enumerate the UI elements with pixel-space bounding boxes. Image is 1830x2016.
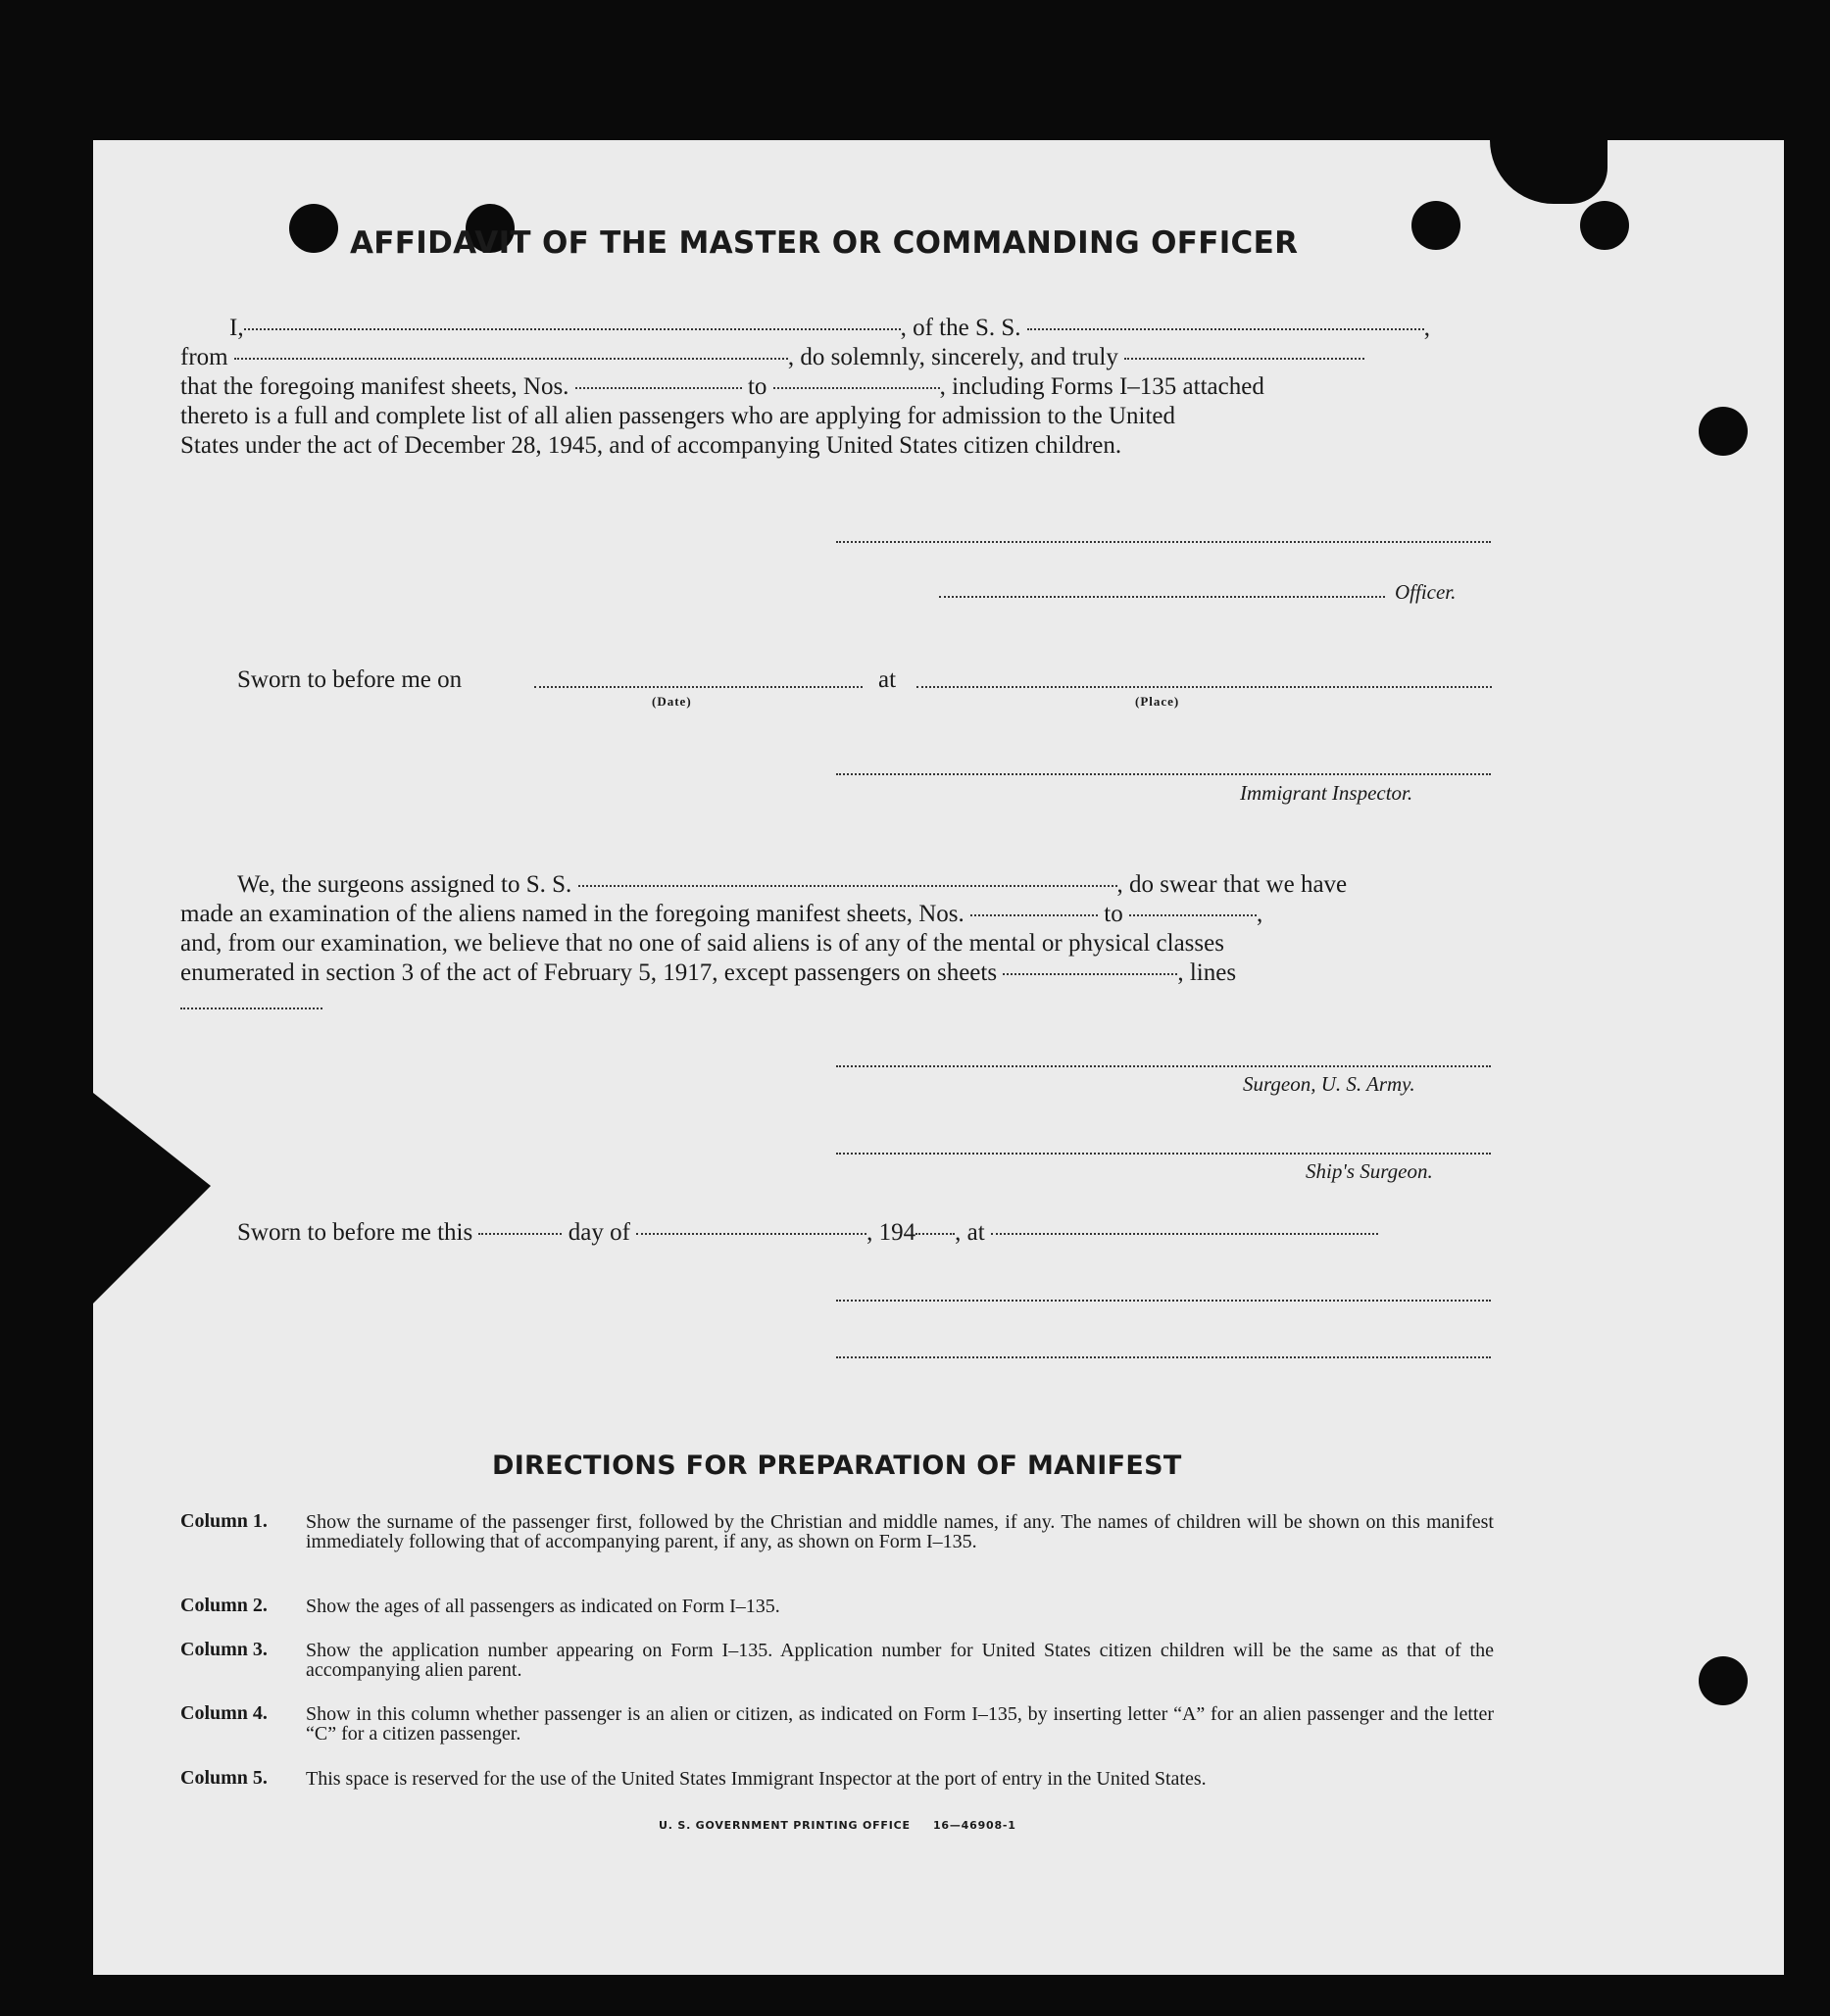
surgeons-line-1: We, the surgeons assigned to S. S. , do swear that we have: [237, 871, 1348, 898]
army-surgeon-label: Surgeon, U. S. Army.: [1243, 1072, 1415, 1096]
direction-label: Column 1.: [180, 1510, 268, 1532]
exception-lines-field[interactable]: [180, 1008, 322, 1009]
affidavit-line-3: that the foregoing manifest sheets, Nos. to , including Forms I–135 attached: [180, 373, 1264, 400]
directions-title: DIRECTIONS FOR PREPARATION OF MANIFEST: [492, 1451, 1182, 1481]
affidavit-line-1: I, , of the S. S. ,: [229, 315, 1431, 341]
direction-label: Column 5.: [180, 1767, 268, 1789]
direction-label: Column 2.: [180, 1595, 268, 1616]
inspector-signature-line[interactable]: [836, 773, 1491, 775]
exception-sheets-field[interactable]: [1003, 973, 1177, 975]
army-surgeon-signature-line[interactable]: [836, 1065, 1491, 1067]
sworn-place-field[interactable]: [916, 686, 1492, 688]
port-from-field[interactable]: [234, 358, 788, 360]
officer-title-line[interactable]: [939, 596, 1385, 598]
sworn-date-field[interactable]: [534, 686, 863, 688]
direction-text: This space is reserved for the use of the United States Immigrant Inspector at the port of entry in the United States.: [306, 1768, 1207, 1790]
ship-name-field[interactable]: [1027, 328, 1424, 330]
affidavit-line-2: from , do solemnly, sincerely, and truly: [180, 343, 1494, 372]
surgeons-line-4: enumerated in section 3 of the act of February 5, 1917, except passengers on sheets , lines: [180, 959, 1237, 986]
sworn-location-field[interactable]: [991, 1233, 1378, 1235]
punch-hole: [1699, 1656, 1748, 1705]
punch-hole: [1411, 201, 1460, 250]
sheet-from-field[interactable]: [575, 387, 742, 389]
sworn-on-label: Sworn to before me on: [237, 666, 463, 693]
signature-line-a[interactable]: [836, 1300, 1491, 1302]
place-caption: (Place): [1135, 694, 1180, 709]
affidavit-line-4: thereto is a full and complete list of all alien passengers who are applying for admission to the United: [180, 403, 1176, 429]
paper-notch: [93, 1093, 211, 1303]
direction-text: Show the application number appearing on Form I–135. Application number for United States citizen children will be the same as that of the accompanying alien parent.: [306, 1640, 1494, 1681]
inspector-label: Immigrant Inspector.: [1240, 781, 1413, 805]
printer-note: U. S. GOVERNMENT PRINTING OFFICE 16—46908-1: [659, 1819, 1016, 1832]
punch-hole: [289, 204, 338, 253]
declaration-field[interactable]: [1124, 358, 1364, 360]
direction-text: Show the ages of all passengers as indicated on Form I–135.: [306, 1596, 780, 1617]
sworn-day-line: Sworn to before me this day of , 194 , at: [237, 1218, 1492, 1248]
date-caption: (Date): [652, 694, 692, 709]
direction-label: Column 4.: [180, 1702, 268, 1724]
ship-surgeon-signature-line[interactable]: [836, 1153, 1491, 1155]
sworn-year-field[interactable]: [915, 1233, 955, 1235]
exam-sheet-to-field[interactable]: [1129, 914, 1257, 916]
direction-label: Column 3.: [180, 1639, 268, 1660]
sworn-month-field[interactable]: [636, 1233, 866, 1235]
surgeons-line-2: made an examination of the aliens named in the foregoing manifest sheets, Nos. to ,: [180, 901, 1263, 927]
punch-hole: [1580, 201, 1629, 250]
punch-hole: [1699, 407, 1748, 456]
page-title: AFFIDAVIT OF THE MASTER OR COMMANDING OFFICER: [350, 225, 1299, 261]
sworn-at-label: at: [878, 666, 897, 693]
exam-sheet-from-field[interactable]: [970, 914, 1098, 916]
officer-label: Officer.: [1395, 580, 1457, 604]
direction-text: Show the surname of the passenger first, followed by the Christian and middle names, if any. The names of children will be shown on this manifest immediately following that of accompanying parent, if any, as shown on Form I–135.: [306, 1511, 1494, 1552]
direction-text: Show in this column whether passenger is an alien or citizen, as indicated on Form I–135, by inserting letter “A” for an alien passenger and the letter “C” for a citizen passenger.: [306, 1703, 1494, 1745]
officer-signature-line[interactable]: [836, 541, 1491, 543]
sworn-day-field[interactable]: [478, 1233, 562, 1235]
signature-line-b[interactable]: [836, 1356, 1491, 1358]
ship-surgeon-label: Ship's Surgeon.: [1306, 1159, 1433, 1183]
surgeons-line-3: and, from our examination, we believe that no one of said aliens is of any of the mental or physical classes: [180, 930, 1224, 957]
affidavit-line-5: States under the act of December 28, 1945, and of accompanying United States citizen children.: [180, 432, 1122, 459]
surgeon-ship-field[interactable]: [578, 885, 1117, 887]
sheet-to-field[interactable]: [773, 387, 940, 389]
master-name-field[interactable]: [244, 328, 901, 330]
